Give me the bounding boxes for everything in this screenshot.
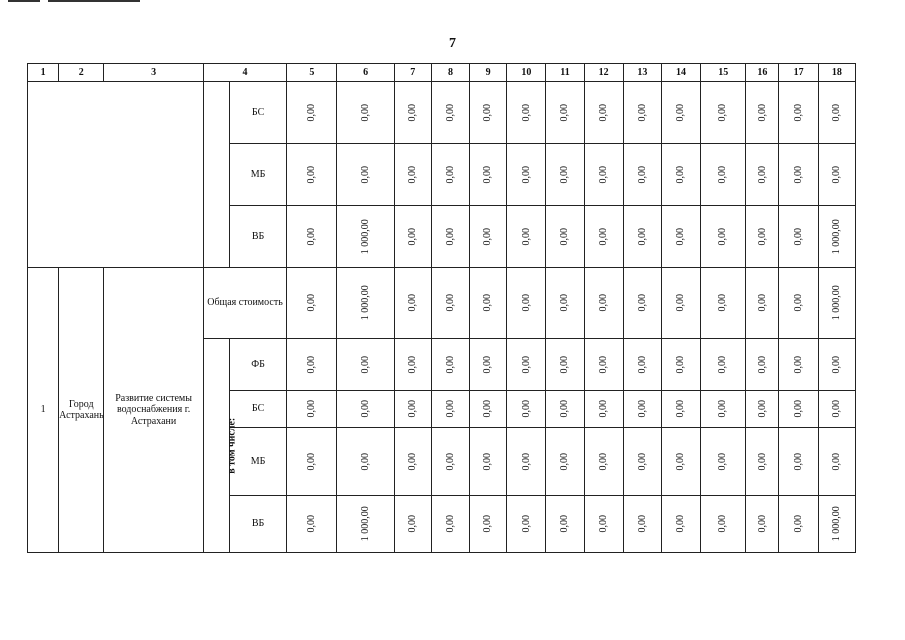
value-text: 0,00 (306, 355, 318, 374)
value-text: 0,00 (520, 452, 532, 471)
value-text: 0,00 (559, 400, 571, 418)
subgroup-cell (203, 82, 229, 268)
value-text: 0,00 (636, 294, 648, 312)
value-cell (431, 206, 469, 268)
column-header-9: 9 (470, 64, 507, 82)
value-text: 0,00 (306, 103, 318, 122)
row-label: МБ (229, 144, 286, 206)
value-cell (394, 496, 431, 553)
value-cell (394, 268, 431, 339)
value-text: 0,00 (636, 515, 648, 533)
value-text: 0,00 (359, 452, 371, 471)
value-cell (623, 496, 661, 553)
value-cell (623, 82, 661, 144)
value-text: 0,00 (831, 103, 843, 122)
value-text: 0,00 (636, 165, 648, 184)
value-text: 0,00 (520, 294, 532, 312)
value-cell (661, 206, 700, 268)
column-header-18: 18 (818, 64, 855, 82)
value-text: 0,00 (407, 400, 419, 418)
column-header-1: 1 (28, 64, 59, 82)
value-cell (661, 496, 700, 553)
value-text: 0,00 (520, 103, 532, 122)
value-cell (546, 206, 584, 268)
value-text: 0,00 (482, 452, 494, 471)
value-cell (623, 206, 661, 268)
value-cell (746, 144, 779, 206)
value-cell (470, 206, 507, 268)
value-cell (337, 268, 394, 339)
value-text: 0,00 (407, 294, 419, 312)
value-text: 0,00 (306, 227, 318, 246)
value-text: 0,00 (482, 400, 494, 418)
value-text: 1 000,00 (359, 285, 371, 321)
value-cell (287, 206, 337, 268)
value-cell (779, 339, 818, 391)
value-text: 0,00 (792, 227, 804, 246)
value-cell (701, 82, 746, 144)
value-text: 0,00 (831, 452, 843, 471)
value-text: 0,00 (559, 165, 571, 184)
value-cell (661, 82, 700, 144)
value-cell (507, 496, 546, 553)
entry-number: 1 (28, 268, 59, 553)
value-cell (546, 339, 584, 391)
value-text: 0,00 (792, 515, 804, 533)
value-text: 0,00 (792, 452, 804, 471)
value-text: 0,00 (597, 227, 609, 246)
value-text: 0,00 (756, 165, 768, 184)
value-text: 0,00 (675, 355, 687, 374)
column-header-2: 2 (59, 64, 104, 82)
row-label: БС (229, 82, 286, 144)
value-cell (507, 82, 546, 144)
value-cell (701, 391, 746, 428)
value-cell (746, 428, 779, 496)
row-label: ФБ (229, 339, 286, 391)
value-cell (623, 391, 661, 428)
value-cell (546, 391, 584, 428)
column-header-6: 6 (337, 64, 394, 82)
value-cell (470, 268, 507, 339)
entry-event: Развитие системы водоснабжения г. Астрахани (104, 268, 203, 553)
value-text: 0,00 (482, 103, 494, 122)
value-text: 0,00 (520, 515, 532, 533)
blank-cell (28, 82, 204, 268)
value-text: 0,00 (717, 165, 729, 184)
including-label-cell (203, 339, 238, 553)
top-rule-left (8, 0, 40, 2)
value-text: 0,00 (482, 165, 494, 184)
value-text: 0,00 (675, 515, 687, 533)
value-cell (818, 339, 855, 391)
value-text: 0,00 (636, 355, 648, 374)
column-header-5: 5 (287, 64, 337, 82)
value-cell (287, 391, 337, 428)
value-text: 0,00 (444, 452, 456, 471)
value-text: 0,00 (717, 294, 729, 312)
value-cell (287, 428, 337, 496)
value-cell (818, 391, 855, 428)
value-cell (394, 82, 431, 144)
value-cell (431, 391, 469, 428)
value-cell (701, 268, 746, 339)
value-text: 0,00 (675, 227, 687, 246)
value-cell (546, 268, 584, 339)
value-cell (584, 496, 623, 553)
value-cell (507, 268, 546, 339)
value-text: 0,00 (792, 400, 804, 418)
value-text: 0,00 (675, 165, 687, 184)
value-text: 0,00 (756, 355, 768, 374)
value-cell (337, 428, 394, 496)
value-text: 1 000,00 (831, 219, 843, 254)
value-cell (394, 428, 431, 496)
value-cell (746, 391, 779, 428)
value-text: 0,00 (756, 294, 768, 312)
value-cell (337, 391, 394, 428)
value-text: 0,00 (831, 355, 843, 374)
column-header-14: 14 (661, 64, 700, 82)
column-header-4: 4 (203, 64, 286, 82)
value-cell (287, 268, 337, 339)
value-cell (507, 206, 546, 268)
value-text: 0,00 (306, 165, 318, 184)
value-text: 0,00 (717, 103, 729, 122)
value-text: 0,00 (792, 103, 804, 122)
value-cell (584, 206, 623, 268)
value-text: 0,00 (597, 294, 609, 312)
value-cell (746, 206, 779, 268)
value-text: 0,00 (359, 400, 371, 418)
value-cell (394, 144, 431, 206)
value-cell (337, 206, 394, 268)
value-cell (584, 268, 623, 339)
value-text: 0,00 (306, 294, 318, 312)
value-text: 0,00 (407, 355, 419, 374)
column-header-12: 12 (584, 64, 623, 82)
value-text: 0,00 (636, 452, 648, 471)
value-cell (584, 428, 623, 496)
value-cell (470, 339, 507, 391)
value-cell (818, 206, 855, 268)
value-cell (661, 144, 700, 206)
value-text: 0,00 (359, 103, 371, 122)
upper-row (28, 82, 856, 144)
value-text: 0,00 (597, 165, 609, 184)
column-header-16: 16 (746, 64, 779, 82)
value-text: 0,00 (675, 452, 687, 471)
value-text: 0,00 (831, 400, 843, 418)
value-text: 1 000,00 (831, 285, 843, 321)
value-text: 0,00 (756, 227, 768, 246)
value-cell (470, 428, 507, 496)
value-text: 0,00 (359, 355, 371, 374)
value-text: 0,00 (520, 355, 532, 374)
value-cell (701, 144, 746, 206)
value-text: 0,00 (444, 103, 456, 122)
value-cell (431, 82, 469, 144)
value-cell (287, 496, 337, 553)
value-cell (337, 144, 394, 206)
value-cell (470, 496, 507, 553)
value-cell (470, 82, 507, 144)
value-cell (779, 496, 818, 553)
value-text: 0,00 (597, 103, 609, 122)
value-cell (779, 391, 818, 428)
value-cell (701, 428, 746, 496)
value-cell (287, 339, 337, 391)
value-cell (746, 268, 779, 339)
value-text: 0,00 (792, 355, 804, 374)
value-text: 0,00 (520, 227, 532, 246)
column-header-7: 7 (394, 64, 431, 82)
value-cell (546, 428, 584, 496)
column-header-15: 15 (701, 64, 746, 82)
column-header-17: 17 (779, 64, 818, 82)
including-label: в том числе: (226, 417, 238, 474)
value-text: 0,00 (444, 227, 456, 246)
value-text: 0,00 (306, 400, 318, 418)
value-text: 0,00 (675, 103, 687, 122)
value-text: 0,00 (831, 165, 843, 184)
value-text: 1 000,00 (831, 506, 843, 542)
value-cell (546, 82, 584, 144)
value-text: 0,00 (717, 515, 729, 533)
value-text: 0,00 (559, 227, 571, 246)
value-text: 0,00 (597, 515, 609, 533)
value-text: 0,00 (756, 515, 768, 533)
value-text: 0,00 (444, 294, 456, 312)
value-text: 0,00 (559, 103, 571, 122)
value-cell (779, 206, 818, 268)
value-cell (623, 268, 661, 339)
value-cell (337, 82, 394, 144)
value-cell (584, 339, 623, 391)
value-cell (584, 391, 623, 428)
value-cell (337, 496, 394, 553)
value-cell (818, 268, 855, 339)
value-text: 0,00 (717, 452, 729, 471)
value-text: 0,00 (756, 400, 768, 418)
value-cell (546, 496, 584, 553)
column-header-8: 8 (431, 64, 469, 82)
value-text: 0,00 (482, 355, 494, 374)
value-text: 0,00 (359, 165, 371, 184)
value-text: 0,00 (407, 103, 419, 122)
value-cell (507, 391, 546, 428)
value-text: 0,00 (792, 165, 804, 184)
value-cell (818, 82, 855, 144)
row-label: МБ (229, 428, 286, 496)
value-text: 0,00 (636, 103, 648, 122)
value-cell (584, 82, 623, 144)
value-cell (818, 144, 855, 206)
value-cell (431, 339, 469, 391)
value-cell (507, 428, 546, 496)
value-cell (337, 339, 394, 391)
value-text: 1 000,00 (359, 506, 371, 542)
value-text: 0,00 (756, 103, 768, 122)
value-cell (661, 428, 700, 496)
value-text: 0,00 (636, 227, 648, 246)
value-cell (431, 144, 469, 206)
value-cell (507, 144, 546, 206)
value-text: 0,00 (444, 515, 456, 533)
value-text: 0,00 (559, 355, 571, 374)
value-text: 0,00 (444, 400, 456, 418)
row-label: ВБ (229, 206, 286, 268)
value-cell (623, 144, 661, 206)
value-text: 0,00 (717, 355, 729, 374)
column-header-11: 11 (546, 64, 584, 82)
value-text: 0,00 (559, 515, 571, 533)
value-text: 0,00 (717, 400, 729, 418)
page-number: 7 (449, 36, 456, 51)
value-text: 0,00 (444, 165, 456, 184)
header-row (28, 64, 856, 82)
value-text: 0,00 (756, 452, 768, 471)
value-cell (623, 339, 661, 391)
value-cell (394, 391, 431, 428)
value-cell (661, 268, 700, 339)
value-cell (431, 428, 469, 496)
value-cell (623, 428, 661, 496)
top-rule-right (48, 0, 140, 2)
column-header-13: 13 (623, 64, 661, 82)
value-text: 0,00 (597, 355, 609, 374)
value-text: 0,00 (407, 165, 419, 184)
value-cell (746, 339, 779, 391)
entry-territory: Город Астрахань (59, 268, 104, 553)
value-text: 0,00 (407, 227, 419, 246)
total-label: Общая стоимость (203, 268, 286, 339)
value-cell (818, 496, 855, 553)
value-text: 0,00 (482, 515, 494, 533)
value-text: 0,00 (407, 452, 419, 471)
value-cell (431, 496, 469, 553)
value-cell (746, 82, 779, 144)
value-text: 0,00 (482, 227, 494, 246)
value-cell (779, 268, 818, 339)
value-cell (779, 82, 818, 144)
value-cell (394, 339, 431, 391)
value-cell (701, 339, 746, 391)
value-cell (661, 339, 700, 391)
value-text: 0,00 (306, 515, 318, 533)
value-text: 0,00 (520, 400, 532, 418)
value-cell (746, 496, 779, 553)
value-text: 0,00 (520, 165, 532, 184)
value-cell (507, 339, 546, 391)
value-text: 0,00 (717, 227, 729, 246)
value-cell (470, 144, 507, 206)
total-row (28, 268, 856, 339)
value-text: 0,00 (444, 355, 456, 374)
value-cell (661, 391, 700, 428)
value-cell (287, 144, 337, 206)
value-cell (779, 428, 818, 496)
value-text: 0,00 (559, 294, 571, 312)
value-text: 1 000,00 (359, 219, 371, 254)
value-text: 0,00 (675, 294, 687, 312)
value-cell (431, 268, 469, 339)
value-text: 0,00 (306, 452, 318, 471)
value-text: 0,00 (597, 452, 609, 471)
value-cell (394, 206, 431, 268)
value-text: 0,00 (407, 515, 419, 533)
column-header-10: 10 (507, 64, 546, 82)
value-text: 0,00 (792, 294, 804, 312)
column-header-3: 3 (104, 64, 203, 82)
value-cell (818, 428, 855, 496)
value-cell (287, 82, 337, 144)
funding-table (27, 63, 856, 553)
value-text: 0,00 (482, 294, 494, 312)
value-cell (701, 496, 746, 553)
value-text: 0,00 (559, 452, 571, 471)
value-cell (584, 144, 623, 206)
value-cell (779, 144, 818, 206)
value-text: 0,00 (597, 400, 609, 418)
value-cell (470, 391, 507, 428)
value-text: 0,00 (636, 400, 648, 418)
value-cell (701, 206, 746, 268)
row-label: БС (229, 391, 286, 428)
value-text: 0,00 (675, 400, 687, 418)
value-cell (546, 144, 584, 206)
row-label: ВБ (229, 496, 286, 553)
